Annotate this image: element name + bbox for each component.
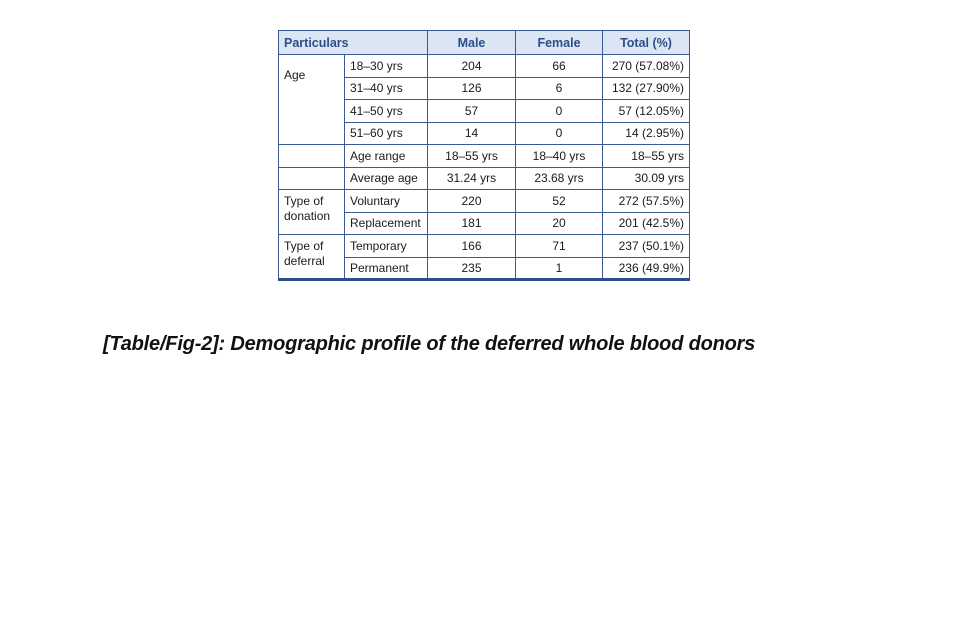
cell-total: 30.09 yrs xyxy=(603,167,690,190)
row-label: 41–50 yrs xyxy=(345,100,428,123)
cell-female: 52 xyxy=(516,190,603,213)
cell-male: 18–55 yrs xyxy=(428,145,516,168)
figure-caption: [Table/Fig-2]: Demographic profile of the deferred whole blood donors xyxy=(103,333,756,355)
cell-total: 132 (27.90%) xyxy=(603,77,690,100)
cell-male: 204 xyxy=(428,55,516,78)
row-label: 31–40 yrs xyxy=(345,77,428,100)
row-label: 18–30 yrs xyxy=(345,55,428,78)
cell-female: 71 xyxy=(516,235,603,258)
row-label: Average age xyxy=(345,167,428,190)
cell-male: 235 xyxy=(428,257,516,280)
table-row xyxy=(279,190,690,213)
cell-female: 23.68 yrs xyxy=(516,167,603,190)
cell-total: 18–55 yrs xyxy=(603,145,690,168)
table-row xyxy=(279,167,690,190)
demographic-table xyxy=(278,30,690,281)
cell-female: 0 xyxy=(516,122,603,145)
cell-total: 272 (57.5%) xyxy=(603,190,690,213)
cell-total: 14 (2.95%) xyxy=(603,122,690,145)
table-header-row xyxy=(279,31,690,55)
table-row xyxy=(279,145,690,168)
cell-male: 220 xyxy=(428,190,516,213)
cell-female: 0 xyxy=(516,100,603,123)
row-label: Temporary xyxy=(345,235,428,258)
group-label-donation: Type of donation xyxy=(279,190,345,235)
group-label-empty xyxy=(279,145,345,168)
cell-total: 201 (42.5%) xyxy=(603,212,690,235)
header-particulars: Particulars xyxy=(279,31,428,55)
group-label-empty xyxy=(279,167,345,190)
cell-female: 1 xyxy=(516,257,603,280)
cell-female: 6 xyxy=(516,77,603,100)
cell-male: 57 xyxy=(428,100,516,123)
row-label: Permanent xyxy=(345,257,428,280)
cell-total: 57 (12.05%) xyxy=(603,100,690,123)
cell-female: 18–40 yrs xyxy=(516,145,603,168)
cell-total: 236 (49.9%) xyxy=(603,257,690,280)
cell-male: 31.24 yrs xyxy=(428,167,516,190)
header-female: Female xyxy=(516,31,603,55)
table-row xyxy=(279,55,690,78)
table-row xyxy=(279,235,690,258)
cell-female: 20 xyxy=(516,212,603,235)
cell-male: 126 xyxy=(428,77,516,100)
group-label-age: Age xyxy=(279,55,345,145)
header-male: Male xyxy=(428,31,516,55)
row-label: Voluntary xyxy=(345,190,428,213)
cell-male: 166 xyxy=(428,235,516,258)
cell-male: 14 xyxy=(428,122,516,145)
cell-male: 181 xyxy=(428,212,516,235)
group-label-deferral: Type of deferral xyxy=(279,235,345,280)
cell-total: 237 (50.1%) xyxy=(603,235,690,258)
row-label: 51–60 yrs xyxy=(345,122,428,145)
cell-female: 66 xyxy=(516,55,603,78)
row-label: Replacement xyxy=(345,212,428,235)
cell-total: 270 (57.08%) xyxy=(603,55,690,78)
header-total: Total (%) xyxy=(603,31,690,55)
row-label: Age range xyxy=(345,145,428,168)
